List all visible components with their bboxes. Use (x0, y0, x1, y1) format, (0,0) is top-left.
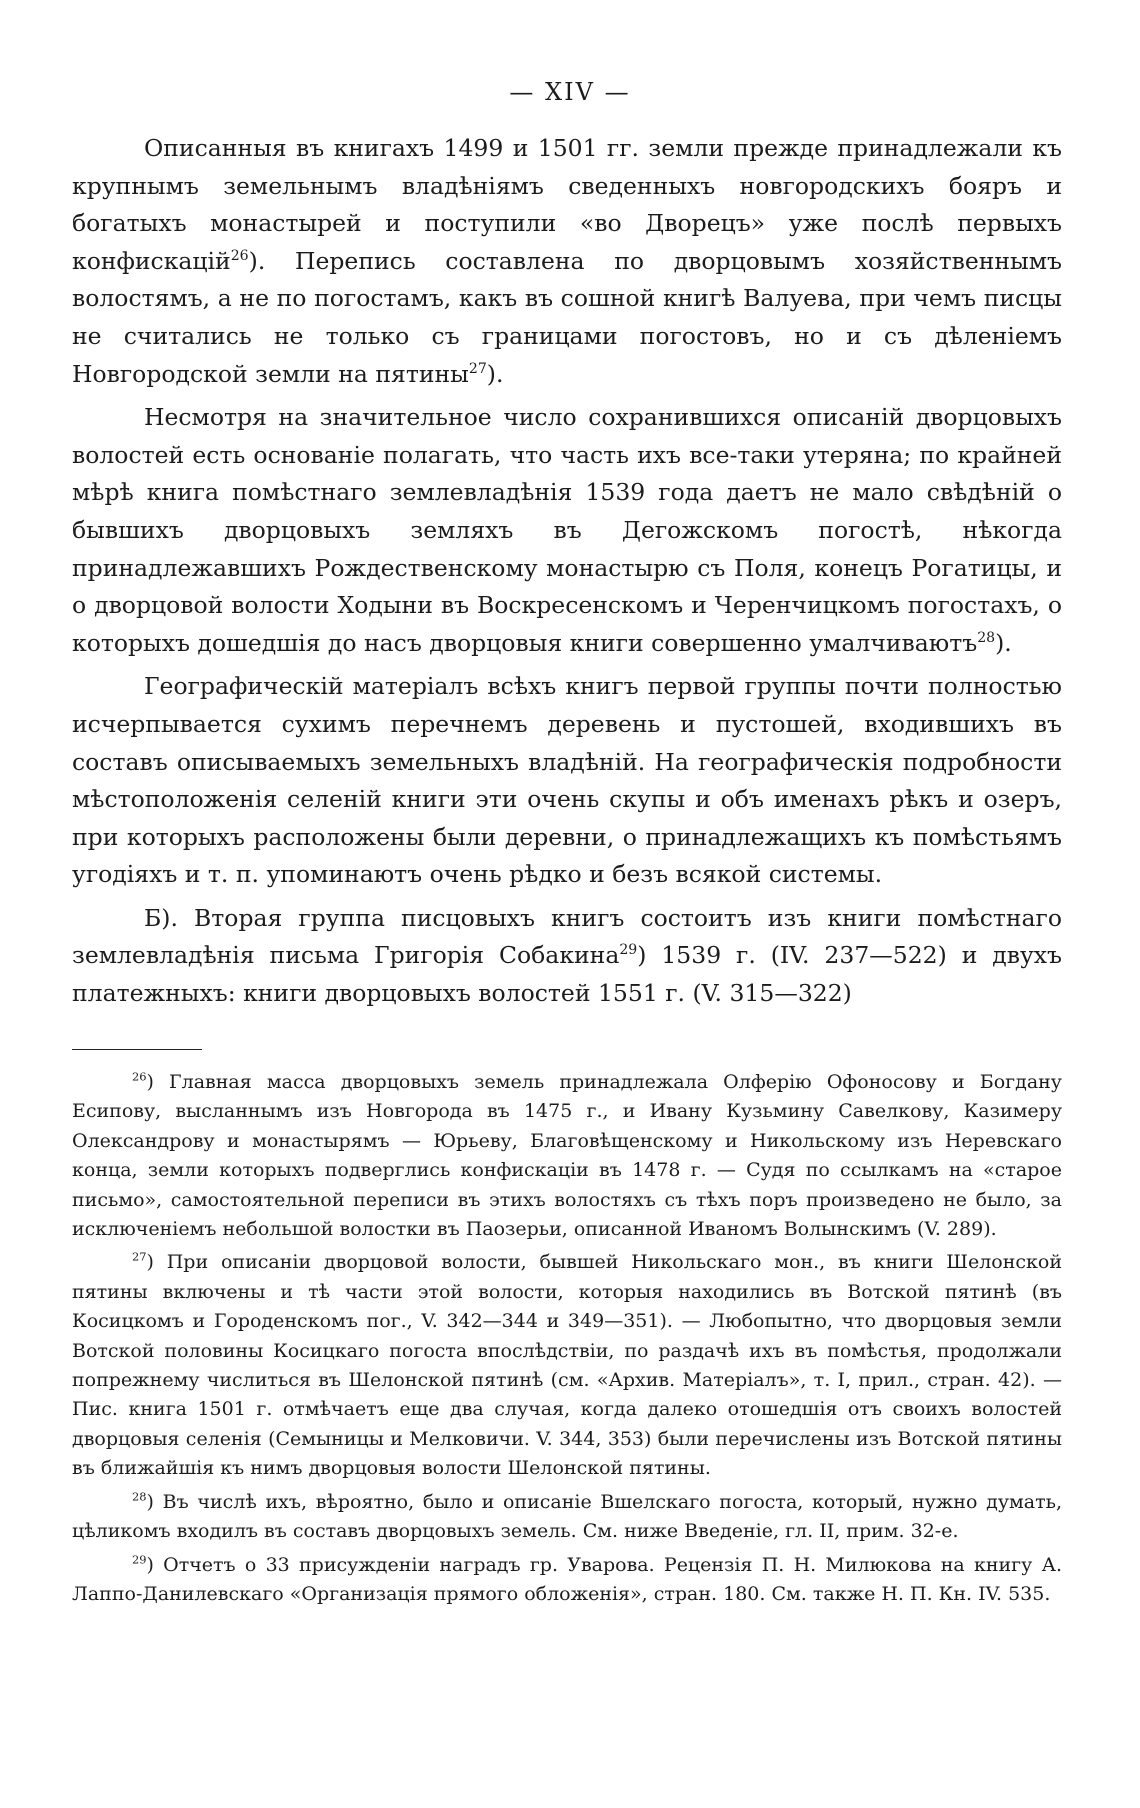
paragraph-4-text-b: ) 1539 г. (IV. 237—522) и двухъ платежныхъ: книги дворцовыхъ волостей 1551 г. (V. 315—322) (72, 941, 1062, 1008)
footnote-ref-26[interactable]: 26 (230, 247, 249, 264)
footnote-divider (72, 1049, 202, 1050)
paragraph-2 (72, 399, 1062, 662)
footnote-ref-27[interactable]: 27 (468, 360, 487, 377)
footnote-number: 29 (132, 1552, 147, 1567)
paragraph-1-text-b: ). Перепись составлена по дворцовымъ хозяйственнымъ волостямъ, а не по погостамъ, какъ въ сошной книгѣ Валуева, при чемъ писцы не считались не только съ границами погостовъ, но и съ дѣленіемъ Новгородской земли на пятины (72, 246, 1062, 388)
paragraph-1-text-a: Описанныя въ книгахъ 1499 и 1501 гг. земли прежде принадлежали къ крупнымъ земельнымъ владѣніямъ сведенныхъ новгородскихъ бояръ и богатыхъ монастырей и поступили «во Дворецъ» уже послѣ первыхъ конфискацій (72, 134, 1062, 275)
paragraph-4-text-a: Б). Вторая группа писцовыхъ книгъ состоитъ изъ книги помѣстнаго землевладѣнія письма Григорія Собакина (72, 903, 1062, 970)
footnote-number: 28 (132, 1489, 147, 1504)
paragraph-3: Географическій матеріалъ всѣхъ книгъ первой группы почти полностью исчерпывается сухимъ перечнемъ деревень и пустошей, входившихъ въ составъ описываемыхъ земельныхъ владѣній. На географическія подробности мѣстоположенія селеній книги эти очень скупы и объ именахъ рѣкъ и озеръ, при которыхъ расположены были деревни, о принадлежащихъ къ помѣстьямъ угодіяхъ и т. п. упоминаютъ очень рѣдко и безъ всякой системы. (72, 672, 1062, 889)
footnote-text: ) При описаніи дворцовой волости, бывшей Никольскаго мон., въ книги Шелонской пятины включены и тѣ части этой волости, которыя находились въ Вотской пятинѣ (въ Косицкомъ и Городенскомъ пог., V. 342—344 и 349—351). — Любопытно, что дворцовыя земли Вотской половины Косицкаго погоста впослѣдствіи, по раздачѣ ихъ въ помѣстья, продолжали попрежнему числиться въ Шелонской пятинѣ (см. «Архив. Матеріалъ», т. I, прил., стран. 42). — Пис. книга 1501 г. отмѣчаетъ еще два случая, когда далеко отошедшія отъ своихъ волостей дворцовыя селенія (Семыницы и Мелковичи. V. 344, 353) были перечислены изъ Вотской пятины въ ближайшія къ нимъ дворцовыя волости Шелонской пятины. (72, 1251, 1062, 1480)
footnotes (72, 1068, 1062, 1613)
page-number: — XIV — (509, 78, 631, 106)
paragraph-4 (72, 900, 1062, 1013)
paragraph-1 (72, 130, 1062, 393)
paragraph-1-text-c: ). (486, 359, 504, 388)
footnote-ref-29[interactable]: 29 (619, 942, 638, 959)
footnote-number: 27 (132, 1250, 147, 1265)
footnote-text: ) Отчетъ о 33 присужденіи наградъ гр. Уварова. Рецензія П. Н. Милюкова на книгу А. Лаппо-Данилевскаго «Организація прямого обложенія», стран. 180. См. также Н. П. Кн. IV. 535. (72, 1553, 1062, 1605)
footnote-28 (72, 1488, 1062, 1547)
footnote-text: ) Главная масса дворцовыхъ земель принадлежала Олферію Офоносову и Богдану Есипову, высланнымъ изъ Новгорода въ 1475 г., и Ивану Кузьмину Савелкову, Казимеру Олександрову и монастырямъ — Юрьеву, Благовѣщенскому и Никольскому изъ Неревскаго конца, земли которыхъ подверглись конфискаціи въ 1478 г. — Судя по ссылкамъ на «старое письмо», самостоятельной переписи въ этихъ волостяхъ съ тѣхъ поръ произведено не было, за исключеніемъ небольшой волостки въ Паозерьи, описанной Иваномъ Волынскимъ (V. 289). (72, 1071, 1062, 1241)
footnote-26 (72, 1068, 1062, 1244)
footnote-29 (72, 1551, 1062, 1610)
footnote-27 (72, 1248, 1062, 1483)
footnote-ref-28[interactable]: 28 (977, 629, 996, 646)
main-text (72, 130, 1062, 1019)
paragraph-2-text-b: ). (995, 628, 1012, 657)
footnote-text: ) Въ числѣ ихъ, вѣроятно, было и описаніе Вшелскаго погоста, который, нужно думать, цѣликомъ входилъ въ составъ дворцовыхъ земель. См. ниже Введеніе, гл. II, прим. 32-е. (72, 1490, 1062, 1543)
paragraph-2-text-a: Несмотря на значительное число сохранившихся описаній дворцовыхъ волостей есть основаніе полагать, что часть ихъ все-таки утеряна; по крайней мѣрѣ книга помѣстнаго землевладѣнія 1539 года даетъ не мало свѣдѣній о бывшихъ дворцовыхъ земляхъ въ Дегожскомъ погостѣ, нѣкогда принадлежавшихъ Рождественскому монастырю съ Поля, конецъ Рогатицы, и о дворцовой волости Ходыни въ Воскресенскомъ и Черенчицкомъ погостахъ, о которыхъ дошедшія до насъ дворцовыя книги совершенно умалчиваютъ (72, 403, 1062, 657)
footnote-number: 26 (132, 1069, 147, 1084)
